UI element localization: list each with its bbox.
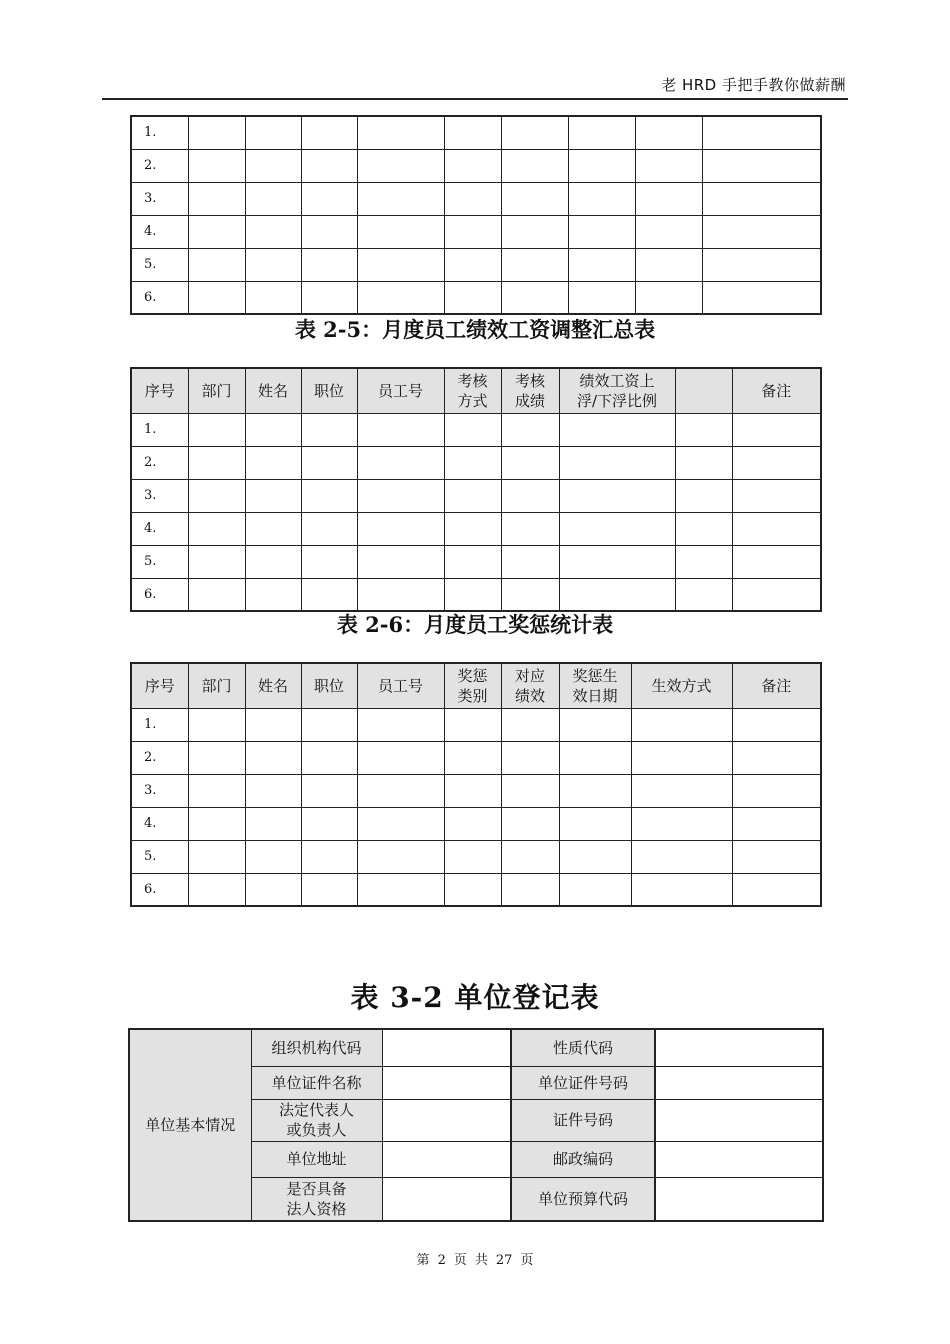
table-cell[interactable] [188,840,245,873]
row-number: 3. [131,774,188,807]
table-cell[interactable] [702,248,821,281]
row-number: 1. [131,708,188,741]
field-value[interactable] [655,1141,823,1177]
row-number: 2. [131,741,188,774]
table-cell[interactable] [702,149,821,182]
table-cell[interactable] [559,545,675,578]
table-cell[interactable] [732,708,821,741]
table-cell[interactable] [245,182,301,215]
table-cell[interactable] [501,446,559,479]
table-cell[interactable] [675,512,732,545]
table-cell[interactable] [675,578,732,611]
table-cell[interactable] [444,774,501,807]
table-cell[interactable] [444,479,501,512]
table-cell[interactable] [188,149,245,182]
table-cell[interactable] [301,446,357,479]
table-cell[interactable] [501,545,559,578]
table-cell[interactable] [732,479,821,512]
table-cell[interactable] [444,840,501,873]
table-cell[interactable] [357,708,444,741]
table-cell[interactable] [635,281,702,314]
table-row [131,413,821,446]
table-cell[interactable] [357,479,444,512]
table-cell[interactable] [568,116,635,149]
table-cell[interactable] [501,708,559,741]
table-cell[interactable] [444,708,501,741]
table-3-2 [128,1028,824,1222]
table-cell[interactable] [357,545,444,578]
table-cell[interactable] [631,840,732,873]
table-cell[interactable] [245,807,301,840]
field-value[interactable] [382,1029,511,1066]
table-row [131,807,821,840]
table-cell[interactable] [245,840,301,873]
table-cell[interactable] [568,215,635,248]
header-cell: 部门 [188,368,245,413]
table-cell[interactable] [301,741,357,774]
header-cell: 奖惩生 效日期 [559,663,631,708]
table-cell[interactable] [444,807,501,840]
header-cell: 考核 方式 [444,368,501,413]
table-cell[interactable] [301,774,357,807]
table-cell[interactable] [559,807,631,840]
table-cell[interactable] [675,479,732,512]
table-cell[interactable] [357,446,444,479]
table-2-5-caption: 表 2-5：月度员工绩效工资调整汇总表 [294,317,656,342]
table-cell[interactable] [357,741,444,774]
table-cell[interactable] [188,116,245,149]
header-row [131,663,821,708]
table-cell[interactable] [732,512,821,545]
table-cell[interactable] [702,182,821,215]
table-cell[interactable] [501,479,559,512]
table-cell[interactable] [631,807,732,840]
field-label: 单位证件号码 [511,1066,655,1099]
table-cell[interactable] [568,248,635,281]
table-cell[interactable] [188,578,245,611]
table-cell[interactable] [301,807,357,840]
header-cell: 绩效工资上 浮/下浮比例 [559,368,675,413]
header-cell: 对应 绩效 [501,663,559,708]
table-cell[interactable] [702,281,821,314]
table-cell[interactable] [501,281,568,314]
table-cell[interactable] [732,545,821,578]
table-cell[interactable] [501,182,568,215]
table-cell[interactable] [635,248,702,281]
table-cell[interactable] [732,578,821,611]
field-value[interactable] [382,1177,511,1221]
table-cell[interactable] [357,413,444,446]
table-cell[interactable] [559,708,631,741]
table-cell[interactable] [732,873,821,906]
table-cell[interactable] [245,741,301,774]
table-cell[interactable] [559,840,631,873]
table-cell[interactable] [357,182,444,215]
field-value[interactable] [382,1141,511,1177]
table-cell[interactable] [357,774,444,807]
field-label: 是否具备 法人资格 [251,1177,382,1221]
table-row [131,182,821,215]
row-number: 1. [131,413,188,446]
table-cell[interactable] [444,741,501,774]
table-2-6-caption: 表 2-6：月度员工奖惩统计表 [336,612,614,637]
table-cell[interactable] [635,149,702,182]
table-cell[interactable] [245,774,301,807]
field-label: 单位地址 [251,1141,382,1177]
table-cell[interactable] [568,149,635,182]
table-2-5 [130,367,822,612]
table-2-6 [130,662,822,907]
table-row [131,281,821,314]
table-cell[interactable] [631,741,732,774]
table-row [131,248,821,281]
table-cell[interactable] [357,578,444,611]
table-cell[interactable] [188,215,245,248]
table-cell[interactable] [444,545,501,578]
table-cell[interactable] [559,512,675,545]
field-label: 组织机构代码 [251,1029,382,1066]
row-number: 2. [131,149,188,182]
table-row [131,840,821,873]
table-cell[interactable] [635,182,702,215]
table-cell[interactable] [357,149,444,182]
table-cell[interactable] [357,248,444,281]
table-cell[interactable] [501,116,568,149]
row-number: 2. [131,446,188,479]
header-cell: 员工号 [357,663,444,708]
table-cell[interactable] [732,413,821,446]
table-row [131,873,821,906]
row-number: 5. [131,840,188,873]
table-cell[interactable] [245,413,301,446]
table-cell[interactable] [702,116,821,149]
table-cell[interactable] [245,116,301,149]
field-value[interactable] [382,1099,511,1141]
header-cell: 姓名 [245,663,301,708]
table-cell[interactable] [631,708,732,741]
row-number: 5. [131,248,188,281]
header-row [131,368,821,413]
table-row [131,215,821,248]
header-rule [102,98,848,100]
table-cell[interactable] [444,149,501,182]
footer-page-unit: 页 [453,1253,467,1268]
row-number: 5. [131,545,188,578]
table-row [129,1029,823,1066]
header-cell: 职位 [301,368,357,413]
row-number: 3. [131,479,188,512]
row-number: 6. [131,281,188,314]
table-cell[interactable] [188,446,245,479]
table-cell[interactable] [732,446,821,479]
table-cell[interactable] [188,512,245,545]
table-cell[interactable] [188,774,245,807]
section-label: 单位基本情况 [129,1029,251,1221]
table-cell[interactable] [301,873,357,906]
table-cell[interactable] [444,873,501,906]
footer-page-label: 第 [416,1253,430,1268]
table-cell[interactable] [732,741,821,774]
table-cell[interactable] [301,413,357,446]
table-cell[interactable] [444,413,501,446]
table-cell[interactable] [631,774,732,807]
header-cell: 序号 [131,663,188,708]
table-cell[interactable] [188,182,245,215]
table-row [131,578,821,611]
row-number: 4. [131,807,188,840]
table-row [131,545,821,578]
table-cell[interactable] [301,248,357,281]
table-cell[interactable] [732,840,821,873]
header-cell: 员工号 [357,368,444,413]
header-cell: 部门 [188,663,245,708]
table-cell[interactable] [188,248,245,281]
header-title: 老 HRD 手把手教你做薪酬 [661,76,846,94]
field-value[interactable] [655,1099,823,1141]
table-cell[interactable] [559,578,675,611]
table-cell[interactable] [245,248,301,281]
table-cell[interactable] [245,215,301,248]
table-cell[interactable] [245,446,301,479]
table-row [131,479,821,512]
field-value[interactable] [655,1177,823,1221]
header-cell: 备注 [732,368,821,413]
table-cell[interactable] [301,182,357,215]
table-cell[interactable] [559,873,631,906]
table-cell[interactable] [357,807,444,840]
table-cell[interactable] [245,512,301,545]
header-cell: 考核 成绩 [501,368,559,413]
table-cell[interactable] [245,479,301,512]
field-value[interactable] [655,1066,823,1099]
table-cell[interactable] [444,248,501,281]
table-cell[interactable] [635,215,702,248]
table-row [131,116,821,149]
table-cell[interactable] [301,116,357,149]
table-cell[interactable] [188,413,245,446]
table-cell[interactable] [301,578,357,611]
table-cell[interactable] [188,479,245,512]
row-number: 6. [131,578,188,611]
table-cell[interactable] [188,545,245,578]
table-cell[interactable] [301,281,357,314]
field-label: 单位证件名称 [251,1066,382,1099]
table-row [131,708,821,741]
header-cell: 姓名 [245,368,301,413]
table-cell[interactable] [245,281,301,314]
field-value[interactable] [655,1029,823,1066]
table-cell[interactable] [245,149,301,182]
table-cell[interactable] [444,215,501,248]
field-value[interactable] [382,1066,511,1099]
table-cell[interactable] [501,807,559,840]
table-cell[interactable] [631,873,732,906]
table-cell[interactable] [188,741,245,774]
table-cell[interactable] [444,446,501,479]
table-cell[interactable] [444,116,501,149]
footer-total-label: 共 [474,1253,488,1268]
table-cell[interactable] [732,807,821,840]
row-number: 3. [131,182,188,215]
table-cell[interactable] [245,873,301,906]
table-top [130,115,822,315]
table-row [131,512,821,545]
field-label: 法定代表人 或负责人 [251,1099,382,1141]
table-cell[interactable] [357,281,444,314]
table-row [131,446,821,479]
row-number: 4. [131,512,188,545]
row-number: 4. [131,215,188,248]
header-cell: 备注 [732,663,821,708]
table-cell[interactable] [501,248,568,281]
row-number: 1. [131,116,188,149]
table-cell[interactable] [559,774,631,807]
field-label: 单位预算代码 [511,1177,655,1221]
table-cell[interactable] [635,116,702,149]
table-cell[interactable] [188,873,245,906]
table-cell[interactable] [301,215,357,248]
table-cell[interactable] [357,840,444,873]
table-cell[interactable] [357,873,444,906]
table-cell[interactable] [501,578,559,611]
header-cell: 生效方式 [631,663,732,708]
table-cell[interactable] [357,116,444,149]
header-cell [675,368,732,413]
table-cell[interactable] [501,873,559,906]
table-cell[interactable] [301,840,357,873]
table-cell[interactable] [444,182,501,215]
table-cell[interactable] [702,215,821,248]
table-3-2-title: 表 3-2 单位登记表 [350,981,600,1014]
table-cell[interactable] [301,149,357,182]
page-footer [0,1249,950,1268]
table-cell[interactable] [444,578,501,611]
table-cell[interactable] [675,446,732,479]
table-cell[interactable] [301,512,357,545]
table-cell[interactable] [559,446,675,479]
field-label: 邮政编码 [511,1141,655,1177]
table-row [131,741,821,774]
table-cell[interactable] [568,182,635,215]
table-cell[interactable] [245,578,301,611]
table-cell[interactable] [501,741,559,774]
table-cell[interactable] [188,708,245,741]
table-cell[interactable] [501,149,568,182]
footer-total-num: 27 [495,1253,513,1268]
table-cell[interactable] [559,741,631,774]
table-cell[interactable] [357,215,444,248]
table-cell[interactable] [501,413,559,446]
field-label: 证件号码 [511,1099,655,1141]
footer-total-unit: 页 [520,1253,534,1268]
table-cell[interactable] [568,281,635,314]
table-cell[interactable] [732,774,821,807]
table-cell[interactable] [301,708,357,741]
table-cell[interactable] [559,413,675,446]
table-cell[interactable] [188,281,245,314]
table-cell[interactable] [357,512,444,545]
table-cell[interactable] [245,708,301,741]
header-cell: 奖惩 类别 [444,663,501,708]
row-number: 6. [131,873,188,906]
table-cell[interactable] [188,807,245,840]
table-cell[interactable] [301,545,357,578]
table-cell[interactable] [444,512,501,545]
table-row [131,149,821,182]
table-cell[interactable] [245,545,301,578]
table-cell[interactable] [501,215,568,248]
table-cell[interactable] [501,774,559,807]
header-cell: 职位 [301,663,357,708]
field-label: 性质代码 [511,1029,655,1066]
table-cell[interactable] [675,545,732,578]
footer-page-num: 2 [437,1253,446,1268]
table-cell[interactable] [675,413,732,446]
table-cell[interactable] [501,512,559,545]
table-cell[interactable] [559,479,675,512]
table-row [131,774,821,807]
header-cell: 序号 [131,368,188,413]
table-cell[interactable] [501,840,559,873]
table-cell[interactable] [301,479,357,512]
table-cell[interactable] [444,281,501,314]
